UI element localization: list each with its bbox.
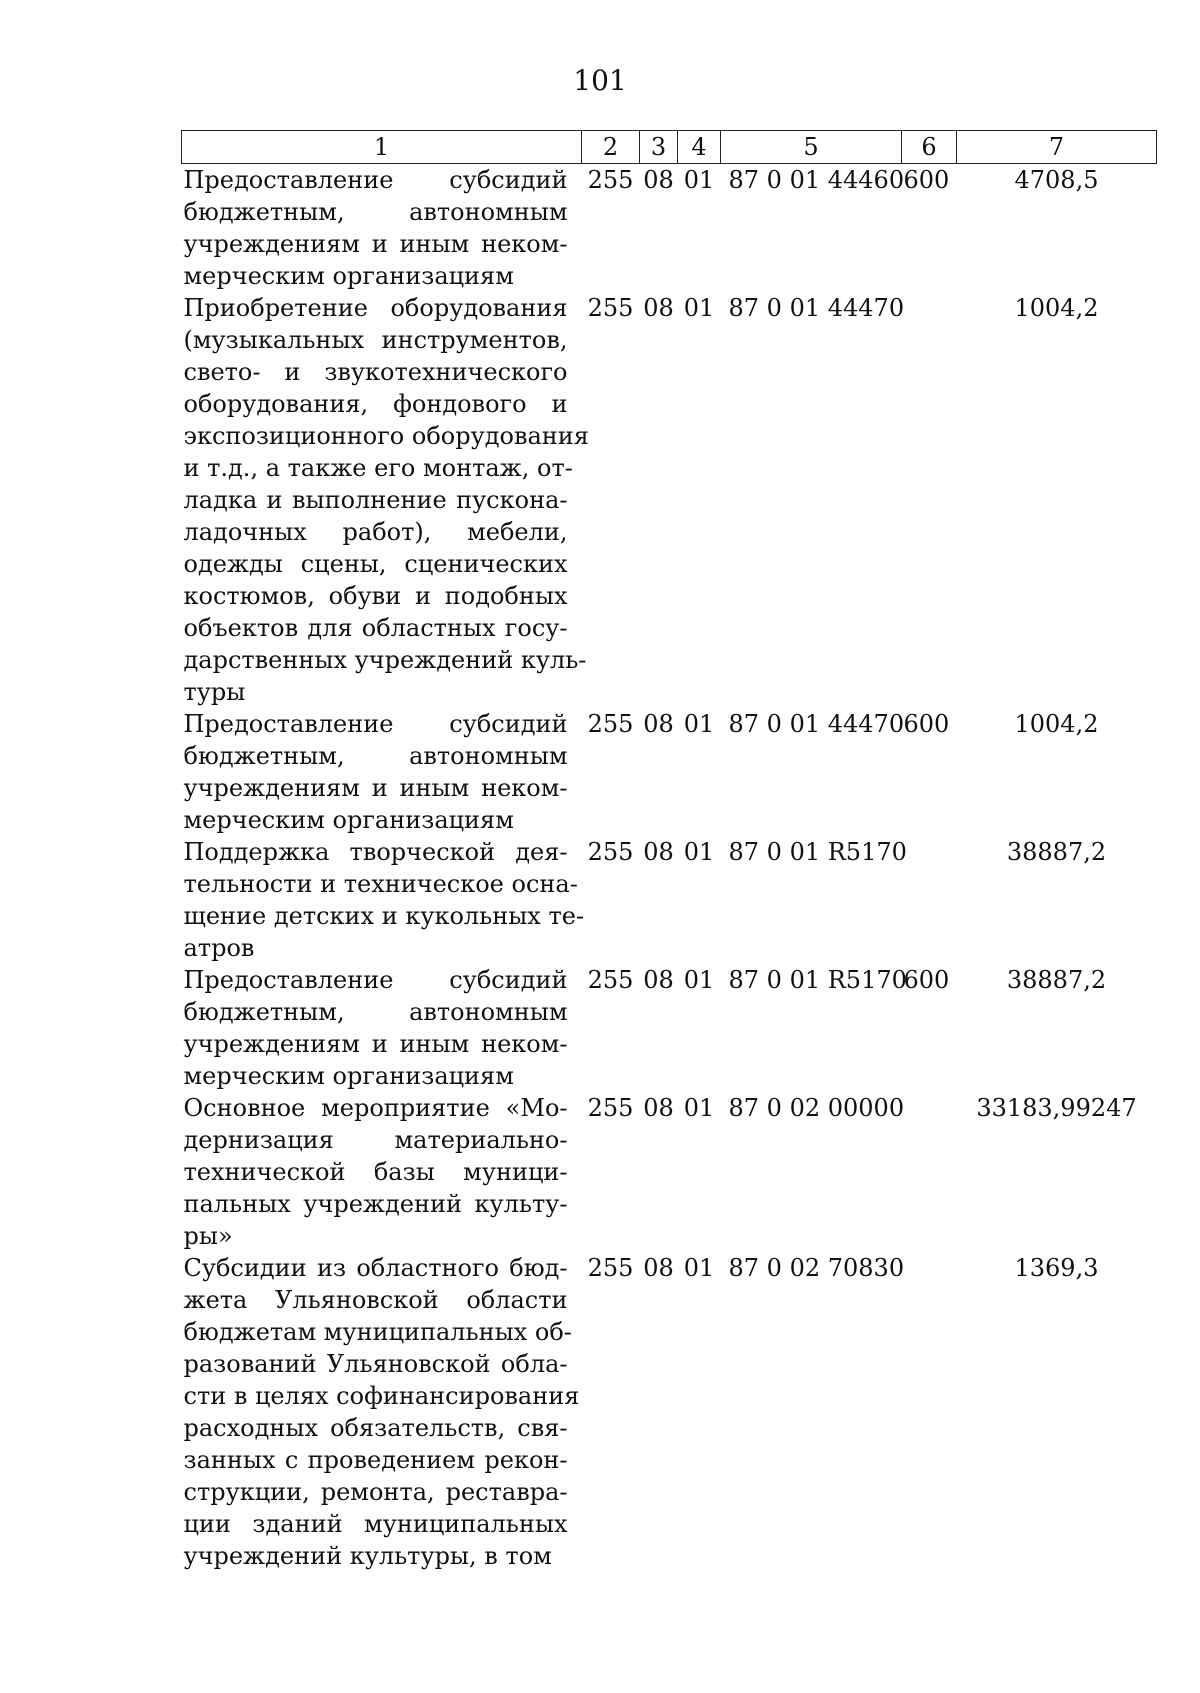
table-row	[182, 708, 1157, 836]
item-name-line: занных с проведением рекон-	[183, 1446, 568, 1474]
cell-target-article: 87 0 01 R5170	[728, 838, 907, 866]
cell-item-name	[182, 836, 585, 964]
cell-expense-type	[902, 1092, 957, 1252]
item-name-line: свето- и звукотехнического	[183, 358, 568, 386]
cell-target-article: 87 0 01 44470	[728, 710, 905, 738]
item-name-line: Предоставление субсидий	[183, 166, 568, 194]
item-name-line: жета Ульяновской области	[183, 1286, 568, 1314]
item-name-line: щение детских и кукольных те-	[183, 902, 585, 930]
item-name-line: бюджетным, автономным	[183, 198, 568, 226]
cell-subsection-code: 01	[683, 966, 715, 994]
table-header-row	[182, 131, 1157, 164]
cell-amount: 33183,99247	[976, 1094, 1137, 1122]
table-row	[182, 292, 1157, 708]
cell-expense-type	[902, 836, 957, 964]
item-name-line: одежды сцены, сценических	[183, 550, 568, 578]
table-row	[182, 164, 1157, 293]
item-name-line: тельности и техническое осна-	[183, 870, 578, 898]
cell-target-article: 87 0 01 44470	[728, 294, 905, 322]
cell-amount: 1004,2	[1014, 710, 1099, 738]
cell-expense-type: 600	[903, 166, 950, 194]
cell-section-code: 08	[643, 1094, 674, 1122]
column-header: 4	[678, 131, 721, 164]
item-name-line: учреждениям и иным неком-	[183, 774, 568, 802]
item-name-line: оборудования, фондового и	[183, 390, 568, 418]
cell-ministry-code: 255	[587, 838, 634, 866]
item-name-line: бюджетным, автономным	[183, 998, 568, 1026]
cell-amount: 1004,2	[1014, 294, 1099, 322]
item-name-line: учреждений культуры, в том	[183, 1542, 552, 1570]
cell-target-article: 87 0 02 70830	[728, 1254, 905, 1282]
item-name-line: струкции, ремонта, реставра-	[183, 1478, 568, 1506]
cell-item-name	[182, 964, 582, 1092]
cell-item-name	[182, 164, 582, 293]
item-name-line: ладка и выполнение пускона-	[183, 486, 568, 514]
column-header: 5	[721, 131, 902, 164]
item-name-line: учреждениям и иным неком-	[183, 230, 568, 258]
cell-item-name	[182, 1092, 582, 1252]
cell-ministry-code: 255	[587, 966, 634, 994]
item-name-line: атров	[183, 934, 255, 962]
page-number: 101	[573, 64, 627, 97]
item-name-line: Приобретение оборудования	[183, 294, 568, 322]
cell-expense-type	[902, 1252, 957, 1572]
cell-item-name	[182, 1252, 582, 1572]
cell-expense-type: 600	[903, 710, 950, 738]
cell-target-article: 87 0 01 44460	[728, 166, 905, 194]
item-name-line: (музыкальных инструментов,	[183, 326, 568, 354]
item-name-line: Предоставление субсидий	[183, 710, 568, 738]
cell-subsection-code: 01	[683, 710, 715, 738]
item-name-line: расходных обязательств, свя-	[183, 1414, 568, 1442]
column-header: 2	[582, 131, 640, 164]
item-name-line: объектов для областных госу-	[183, 614, 568, 642]
item-name-line: мерческим организациям	[183, 806, 514, 834]
cell-section-code: 08	[643, 1254, 674, 1282]
cell-expense-type: 600	[903, 966, 950, 994]
cell-subsection-code: 01	[683, 838, 715, 866]
item-name-line: туры	[183, 678, 246, 706]
cell-target-article: 87 0 02 00000	[728, 1094, 905, 1122]
item-name-line: и т.д., а также его монтаж, от-	[183, 454, 573, 482]
item-name-line: пальных учреждений культу-	[183, 1190, 568, 1218]
cell-item-name	[182, 708, 582, 836]
column-header: 3	[640, 131, 678, 164]
item-name-line: технической базы муници-	[183, 1158, 568, 1186]
cell-section-code: 08	[643, 838, 674, 866]
cell-expense-type	[902, 292, 957, 708]
cell-ministry-code: 255	[587, 1254, 634, 1282]
cell-ministry-code: 255	[587, 166, 634, 194]
item-name-line: бюджетным, автономным	[183, 742, 568, 770]
item-name-line: костюмов, обуви и подобных	[183, 582, 568, 610]
column-header: 1	[182, 131, 582, 164]
item-name-line: Основное мероприятие «Мо-	[183, 1094, 568, 1122]
cell-section-code: 08	[643, 966, 674, 994]
item-name-line: ры»	[183, 1222, 233, 1250]
cell-ministry-code: 255	[587, 1094, 634, 1122]
item-name-line: Субсидии из областного бюд-	[183, 1254, 568, 1282]
cell-section-code: 08	[643, 294, 674, 322]
cell-amount: 4708,5	[1014, 166, 1099, 194]
cell-section-code: 08	[643, 710, 674, 738]
item-name-line: Предоставление субсидий	[183, 966, 568, 994]
item-name-line: мерческим организациям	[183, 1062, 514, 1090]
item-name-line: ладочных работ), мебели,	[183, 518, 568, 546]
cell-item-name	[182, 292, 589, 708]
cell-section-code: 08	[643, 166, 674, 194]
item-name-line: бюджетам муниципальных об-	[183, 1318, 572, 1346]
item-name-line: мерческим организациям	[183, 262, 514, 290]
cell-ministry-code: 255	[587, 710, 634, 738]
item-name-line: дарственных учреждений куль-	[183, 646, 587, 674]
cell-amount: 38887,2	[1006, 838, 1107, 866]
cell-subsection-code: 01	[683, 1094, 715, 1122]
item-name-line: экспозиционного оборудования	[183, 422, 589, 450]
cell-subsection-code: 01	[683, 166, 715, 194]
cell-target-article: 87 0 01 R5170	[728, 966, 907, 994]
table-body	[182, 164, 1157, 1573]
table-row	[182, 1252, 1157, 1572]
item-name-line: сти в целях софинансирования	[183, 1382, 580, 1410]
item-name-line: дернизация материально-	[183, 1126, 568, 1154]
table-row	[182, 1092, 1157, 1252]
budget-table	[181, 130, 1157, 1572]
item-name-line: ции зданий муниципальных	[183, 1510, 568, 1538]
cell-amount: 1369,3	[1014, 1254, 1099, 1282]
table-row	[182, 836, 1157, 964]
item-name-line: учреждениям и иным неком-	[183, 1030, 568, 1058]
item-name-line: Поддержка творческой дея-	[183, 838, 568, 866]
cell-amount: 38887,2	[1006, 966, 1107, 994]
table-row	[182, 964, 1157, 1092]
cell-subsection-code: 01	[683, 1254, 715, 1282]
column-header: 7	[957, 131, 1157, 164]
column-header: 6	[902, 131, 957, 164]
cell-subsection-code: 01	[683, 294, 715, 322]
cell-ministry-code: 255	[587, 294, 634, 322]
item-name-line: разований Ульяновской обла-	[183, 1350, 568, 1378]
